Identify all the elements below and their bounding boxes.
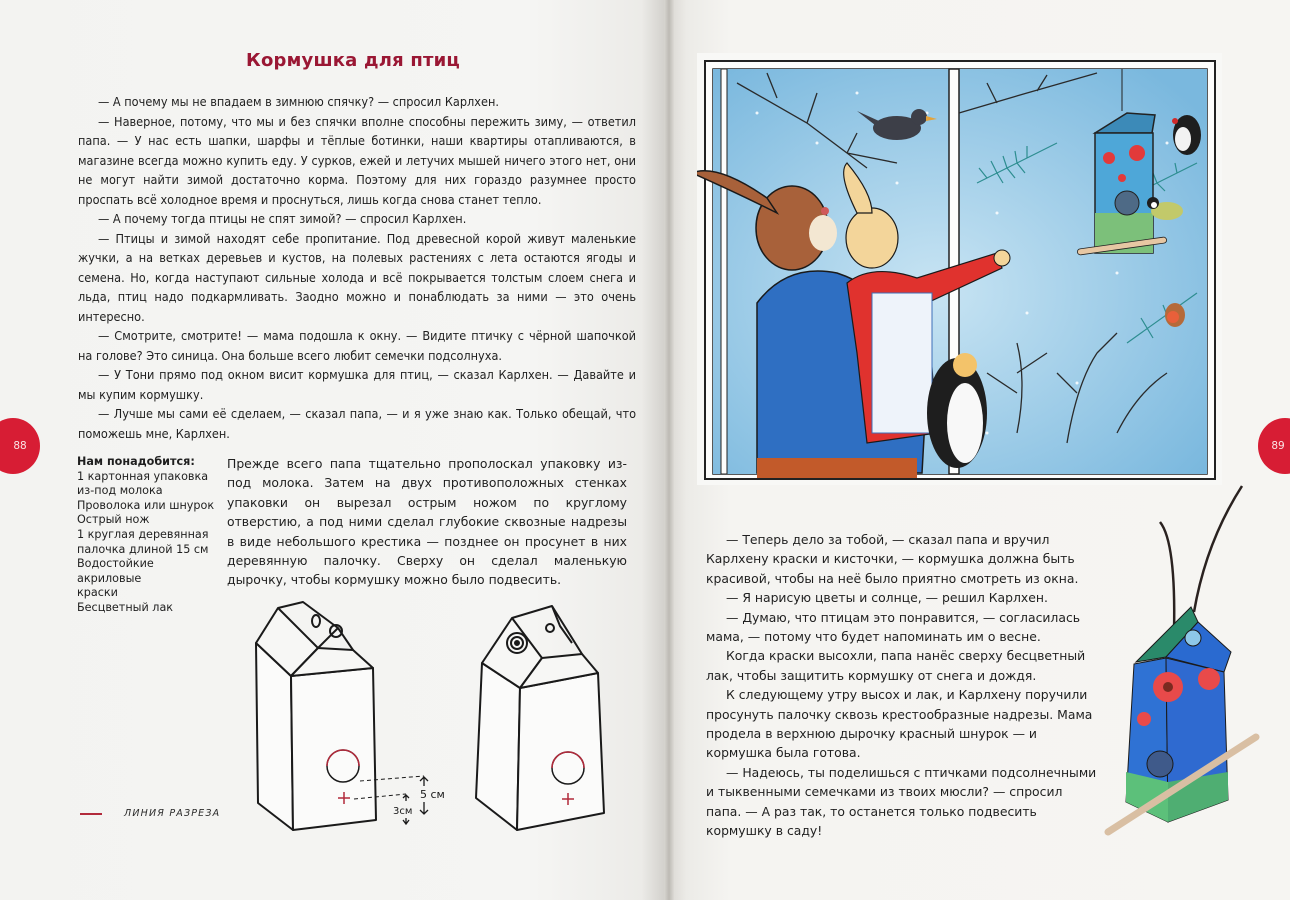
page-number-badge-left: 88 [0,418,40,474]
instructions-text [227,454,627,590]
paragraph: — У Тони прямо под окном висит кормушка для птиц, — сказал Карлхен. — Давайте и мы купим кормушку. [78,367,636,402]
materials-list [77,455,217,616]
page-number-badge-right: 89 [1258,418,1290,474]
cut-line-swatch [80,813,102,815]
finished-feeder-illustration [1096,482,1290,842]
material-item: палочка длиной 15 см [77,542,209,556]
page-title: Кормушка для птиц [246,50,460,71]
book-gutter [664,0,674,900]
window-scene-illustration [697,53,1222,485]
cut-line-label: ЛИНИЯ РАЗРЕЗА [124,808,221,819]
material-item: из-под молока [77,484,163,498]
story-text-left [78,92,636,443]
carton-diagram-front-view [472,598,622,834]
dimension-label-5cm: 5 см [420,788,445,801]
paragraph: Когда краски высохли, папа нанёс сверху бесцветный лак, чтобы защитить кормушку от снега и дождя. [706,648,1086,683]
paragraph: — А почему мы не впадаем в зимнюю спячку? — спросил Карлхен. [98,94,499,109]
material-item: 1 картонная упаковка [77,469,209,483]
material-item: Водостойкие акриловые [77,557,154,585]
material-item: Бесцветный лак [77,600,174,614]
paragraph: — Надеюсь, ты поделишься с птичками подсолнечными и тыквенными семечками из твоих мюсли? — спросил папа. — А раз так, то останется только подвесить кормушку в саду! [706,764,1097,839]
paragraph: К следующему утру высох и лак, и Карлхену поручили просунуть палочку сквозь крестообразные надрезы. Мама продела в верхнюю дырочку красный шнурок — и кормушка была готова. [706,687,1093,761]
paragraph: — Смотрите, смотрите! — мама подошла к окну. — Видите птичку с чёрной шапочкой на голове? Это синица. Она больше всего любит семечки подсолнуха. [78,328,636,363]
paragraph: — Я нарисую цветы и солнце, — решил Карлхен. [726,590,1048,606]
material-item: 1 круглая деревянная [77,527,209,541]
paragraph: — Теперь дело за тобой, — сказал папа и вручил Карлхену краски и кисточки, — кормушка должна быть красивой, чтобы на неё было приятно смотреть из окна. [706,532,1079,586]
paragraph: — Думаю, что птицам это понравится, — согласилась мама, — потому что будет напоминать им о весне. [706,609,1081,645]
material-item: краски [77,586,118,600]
paragraph: — Лучше мы сами её сделаем, — сказал папа, — и я уже знаю как. Только обещай, что поможешь мне, Карлхен. [78,406,636,441]
paragraph: — Наверное, потому, что мы и без спячки вполне способны пережить зиму, — ответил папа. — У нас есть шапки, шарфы и тёплые ботинки, наши квартиры отапливаются, в магазине всегда можно купить еду. У сурков, ежей и летучих мышей ничего этого нет, они не могут найти зимой достаточно корма. Поэтому для них гораздо разумнее просто проспать всё холодное время и проснуться, лишь когда снова станет тепло. [78,113,636,207]
paragraph: Прежде всего папа тщательно прополоскал упаковку из-под молока. Затем на двух противоположных стенках упаковки он вырезал острым ножом по круглому отверстию, а под ними сделал глубокие сквозные надрезы в виде небольшого крестика — позднее он просунет в них деревянную палочку. Сверху он сделал маленькую дырочку, чтобы кормушку можно было подвесить. [227,456,627,588]
story-text-right [706,530,1098,841]
robin [1165,303,1185,327]
material-item: Острый нож [77,513,150,527]
material-item: Проволока или шнурок [77,498,215,512]
paragraph: — А почему тогда птицы не спят зимой? — спросил Карлхен. [98,211,467,226]
materials-heading: Нам понадобится: [77,455,195,468]
dimension-label-3cm: 3см [393,806,413,817]
diagram-legend [80,808,220,819]
carton-diagram-side-view [248,598,458,834]
paragraph: — Птицы и зимой находят себе пропитание. Под древесной корой живут маленькие жучки, а на ветках деревьев и кустов, на полевых растениях с лета остаются ягоды и семена. Но, когда наступают сильные холода и всё покрывается толстым слоем снега и льда, птиц надо подкармливать. Заодно можно и понаблюдать за ними — это очень интересно. [78,230,636,324]
